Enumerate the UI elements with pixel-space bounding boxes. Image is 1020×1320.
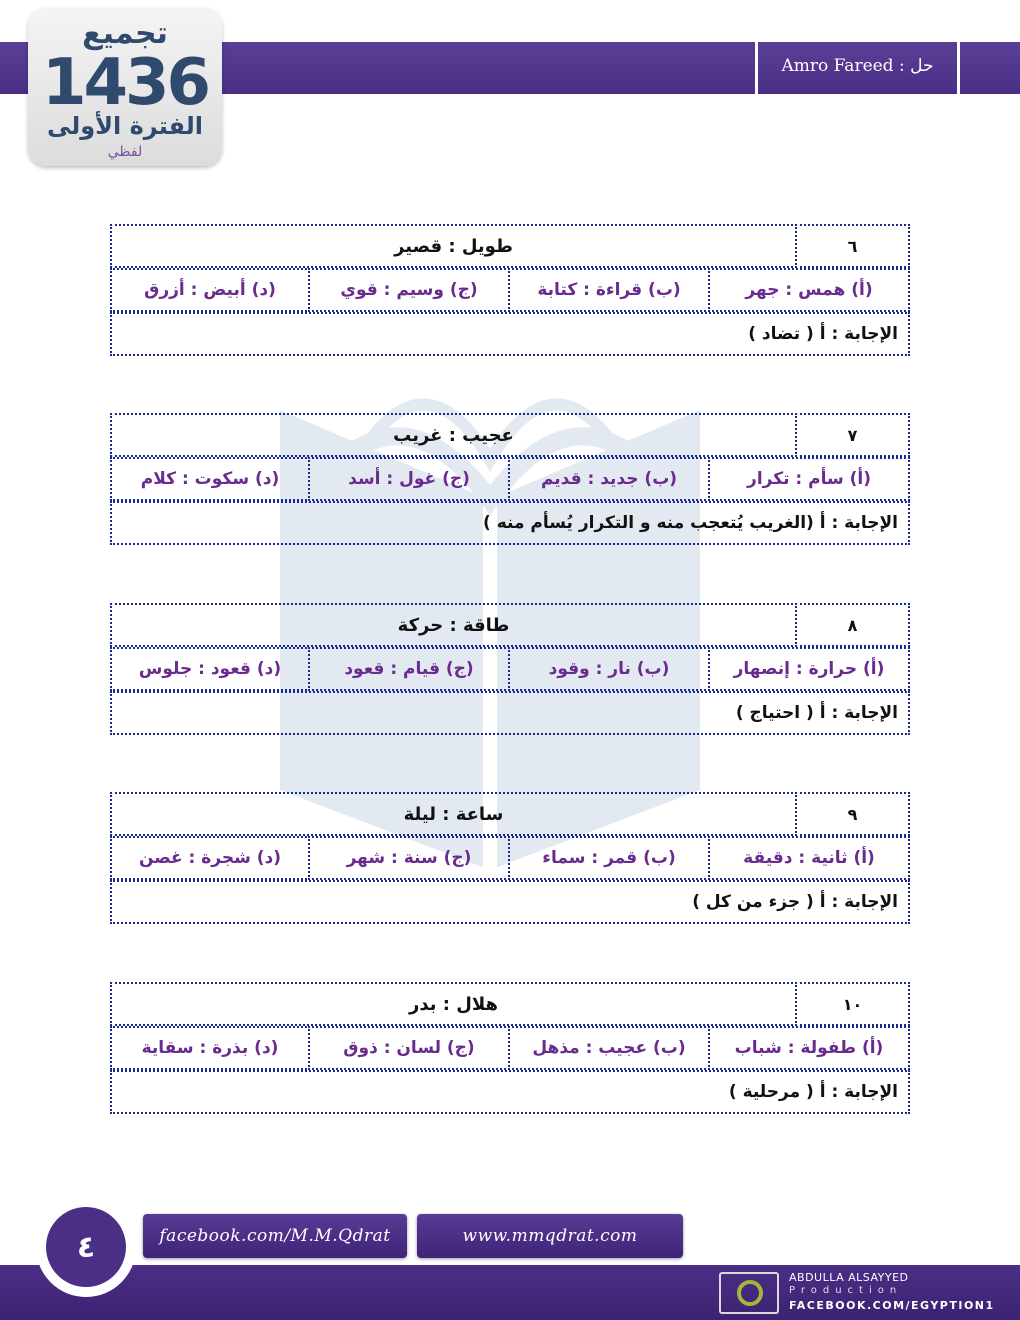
producer-credit	[717, 1270, 1017, 1316]
question-pair: ساعة : ليلة	[110, 792, 797, 836]
question-header-row	[110, 413, 910, 457]
logo-title: تجميع	[82, 16, 168, 51]
option-d: (د) أبيض : أزرق	[110, 268, 310, 312]
answer-row	[110, 880, 910, 924]
options-row	[110, 457, 910, 501]
question-number: ٧	[795, 413, 910, 457]
question-block	[110, 413, 910, 545]
options-row	[110, 836, 910, 880]
question-header-row	[110, 792, 910, 836]
options-row	[110, 1026, 910, 1070]
answer-row	[110, 1070, 910, 1114]
website-link[interactable]: www.mmqdrat.com	[417, 1214, 683, 1258]
option-d: (د) شجرة : غصن	[110, 836, 310, 880]
question-header-row	[110, 982, 910, 1026]
answer-row	[110, 691, 910, 735]
option-b: (ب) نار : وقود	[508, 647, 710, 691]
page-number: ٤	[46, 1207, 126, 1287]
options-row	[110, 268, 910, 312]
question-header-row	[110, 603, 910, 647]
question-number: ١٠	[795, 982, 910, 1026]
option-b: (ب) جديد : قديم	[508, 457, 710, 501]
question-block	[110, 224, 910, 356]
question-number: ٨	[795, 603, 910, 647]
option-c: (ج) وسيم : قوي	[308, 268, 510, 312]
option-c: (ج) قيام : قعود	[308, 647, 510, 691]
answer-text: الإجابة : أ ( مرحلية )	[110, 1070, 910, 1114]
question-number: ٦	[795, 224, 910, 268]
collection-logo	[28, 8, 222, 166]
option-d: (د) قعود : جلوس	[110, 647, 310, 691]
question-pair: هلال : بدر	[110, 982, 797, 1026]
header-divider	[755, 42, 758, 94]
logo-period: الفترة الأولى	[46, 112, 204, 140]
facebook-link[interactable]: facebook.com/M.M.Qdrat	[143, 1214, 407, 1258]
question-pair: طاقة : حركة	[110, 603, 797, 647]
option-b: (ب) عجيب : مذهل	[508, 1026, 710, 1070]
option-c: (ج) سنة : شهر	[308, 836, 510, 880]
option-c: (ج) غول : أسد	[308, 457, 510, 501]
option-a: (أ) سأم : تكرار	[708, 457, 910, 501]
camera-lens-icon	[719, 1272, 779, 1314]
answer-text: الإجابة : أ ( احتياج )	[110, 691, 910, 735]
answer-row	[110, 312, 910, 356]
question-block	[110, 603, 910, 735]
question-block	[110, 792, 910, 924]
header-divider	[957, 42, 960, 94]
option-c: (ج) لسان : ذوق	[308, 1026, 510, 1070]
question-pair: عجيب : غريب	[110, 413, 797, 457]
option-d: (د) سكوت : كلام	[110, 457, 310, 501]
answer-text: الإجابة : أ ( جزء من كل )	[110, 880, 910, 924]
option-a: (أ) حرارة : إنصهار	[708, 647, 910, 691]
answer-text: الإجابة : أ (الغريب يُتعجب منه و التكرار يُسأم منه )	[110, 501, 910, 545]
question-block	[110, 982, 910, 1114]
producer-link[interactable]: FACEBOOK.COM/EGYPTION1	[789, 1299, 995, 1312]
option-b: (ب) قمر : سماء	[508, 836, 710, 880]
option-d: (د) بذرة : سقاية	[110, 1026, 310, 1070]
producer-name: ABDULLA ALSAYYED	[789, 1271, 909, 1284]
option-a: (أ) طفولة : شباب	[708, 1026, 910, 1070]
logo-year: 1436	[41, 46, 209, 120]
producer-subtitle: Production	[789, 1285, 903, 1296]
logo-section: لفظي	[107, 144, 143, 160]
option-b: (ب) قراءة : كتابة	[508, 268, 710, 312]
answer-text: الإجابة : أ ( تضاد )	[110, 312, 910, 356]
answer-row	[110, 501, 910, 545]
option-a: (أ) همس : جهر	[708, 268, 910, 312]
question-header-row	[110, 224, 910, 268]
options-row	[110, 647, 910, 691]
question-pair: طويل : قصير	[110, 224, 797, 268]
solver-credit: حل : Amro Fareed	[781, 56, 934, 76]
option-a: (أ) ثانية : دقيقة	[708, 836, 910, 880]
question-number: ٩	[795, 792, 910, 836]
